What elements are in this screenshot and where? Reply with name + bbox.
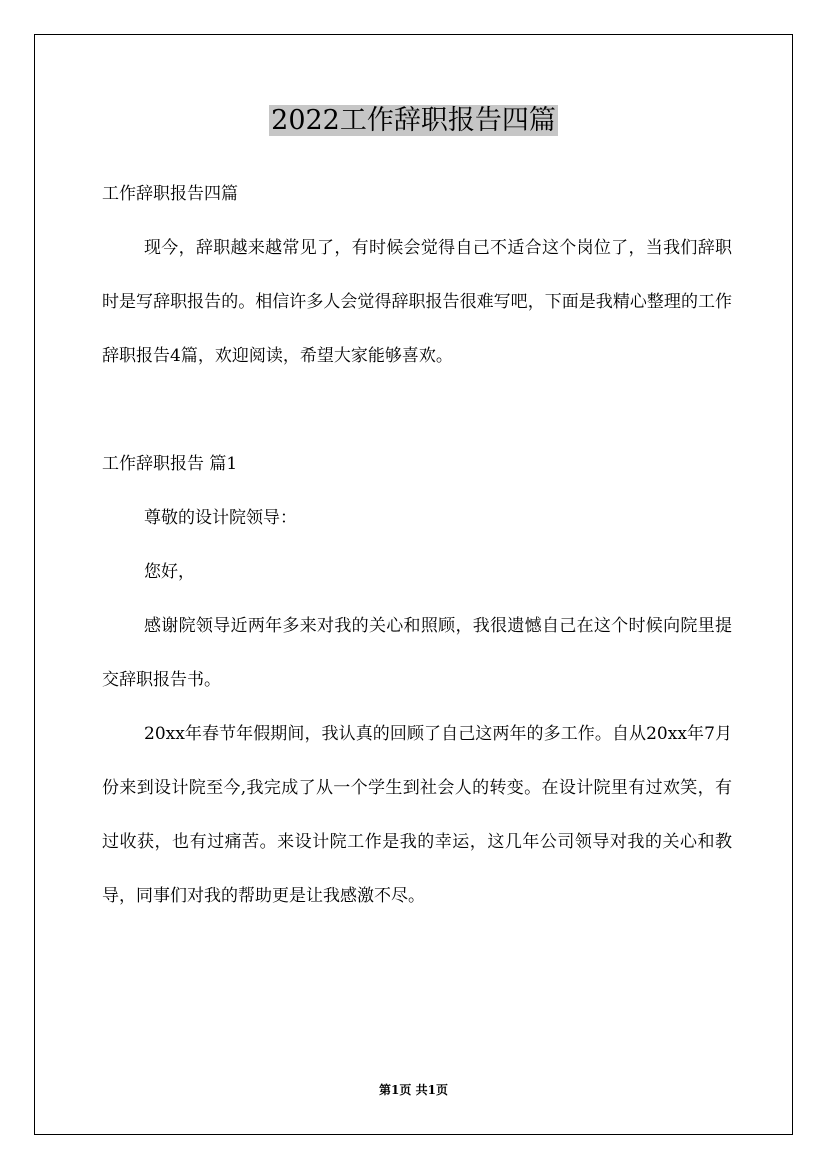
intro-paragraph: 现今，辞职越来越常见了，有时候会觉得自己不适合这个岗位了，当我们辞职时是写辞职报告的。相信许多人会觉得辞职报告很难写吧，下面是我精心整理的工作辞职报告4篇，欢迎阅读，希望大家能够喜欢。	[102, 238, 732, 366]
document-title-text: 2022工作辞职报告四篇	[271, 105, 556, 136]
footer-page-current: 1	[391, 1083, 400, 1097]
section-heading: 工作辞职报告 篇1	[102, 454, 238, 474]
intro-heading: 工作辞职报告四篇	[102, 184, 238, 204]
footer-page-mid: 页 共	[399, 1083, 428, 1097]
body-paragraph-2: 20xx年春节年假期间，我认真的回顾了自己这两年的多工作。自从20xx年7月份来到设计院至今,我完成了从一个学生到社会人的转变。在设计院里有过欢笑，有过收获，也有过痛苦。来设计院工作是我的幸运，这几年公司领导对我的关心和教导，同事们对我的帮助更是让我感激不尽。	[102, 724, 732, 906]
body-paragraph-1: 感谢院领导近两年多来对我的关心和照顾，我很遗憾自己在这个时候向院里提交辞职报告书。	[102, 616, 732, 690]
page-footer	[0, 1082, 827, 1098]
greeting: 您好，	[144, 562, 195, 582]
document-body	[102, 167, 732, 923]
salutation: 尊敬的设计院领导：	[144, 508, 297, 528]
paragraph-spacer	[102, 383, 732, 437]
footer-page-suffix: 页	[435, 1083, 448, 1097]
document-title	[0, 101, 827, 141]
footer-page-total: 1	[427, 1083, 436, 1097]
footer-page-prefix: 第	[379, 1083, 392, 1097]
